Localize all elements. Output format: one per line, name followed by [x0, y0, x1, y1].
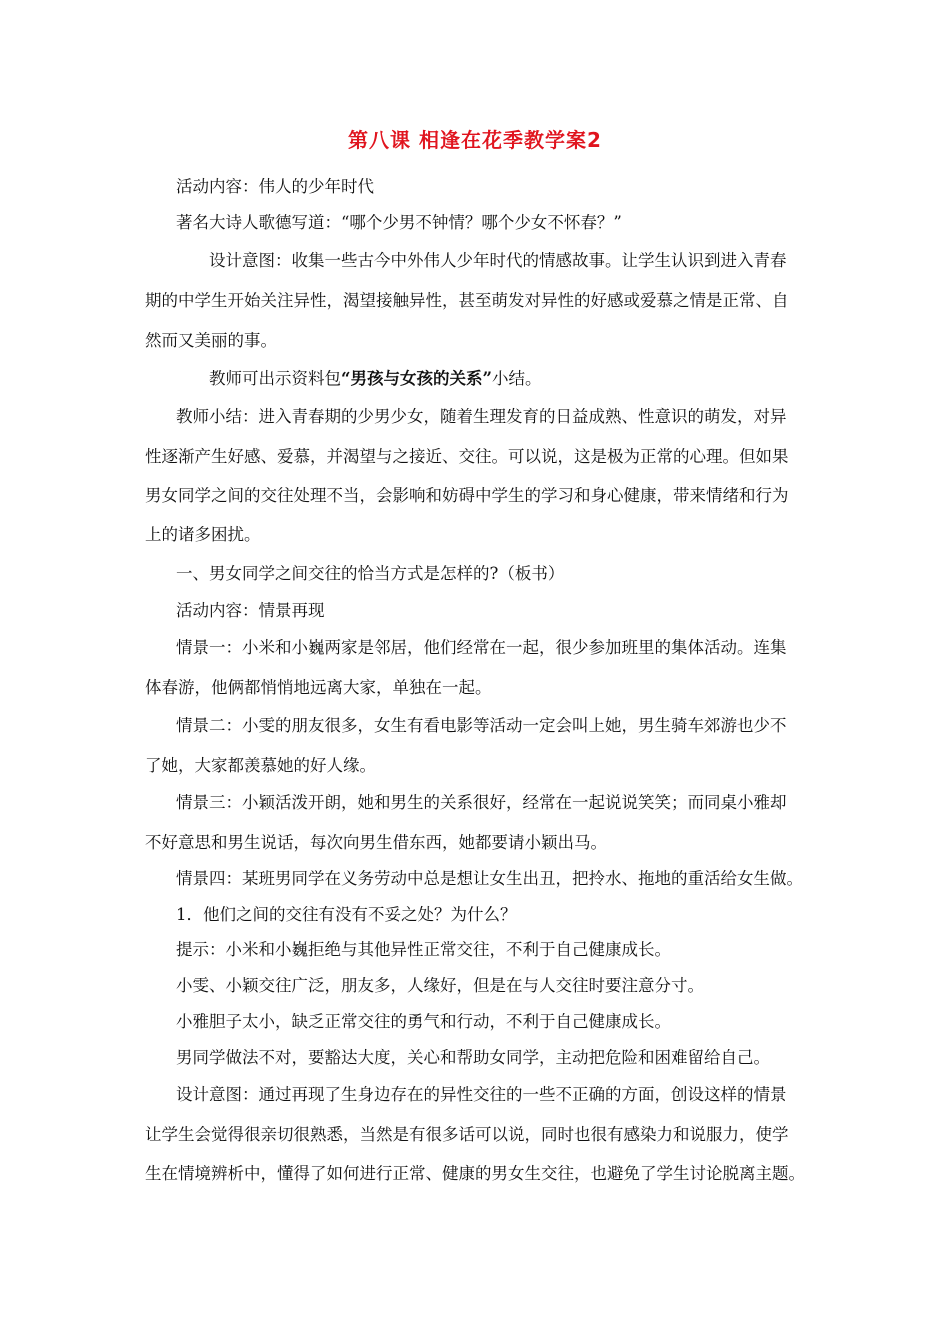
hint-line-3: 小雅胆子太小，缺乏正常交往的勇气和行动，不利于自己健康成长。 [176, 1012, 671, 1031]
design-intent-line-1: 设计意图：收集一些古今中外伟人少年时代的情感故事。让学生认识到进入青春 [209, 251, 787, 270]
material-pack-post: 小结。 [491, 369, 542, 388]
page-title: 第八课 相逢在花季教学案2 [348, 128, 602, 152]
material-pack-pre: 教师可出示资料包 [209, 369, 341, 388]
scenario-2-line-2: 了她，大家都羡慕她的好人缘。 [145, 756, 376, 775]
goethe-quote: 著名大诗人歌德写道：“哪个少男不钟情？哪个少女不怀春？” [176, 213, 622, 232]
activity-line-2: 活动内容：情景再现 [176, 601, 325, 620]
section-heading: 一、男女同学之间交往的恰当方式是怎样的?（板书） [176, 564, 565, 583]
scenario-3-line-2: 不好意思和男生说话，每次向男生借东西，她都要请小颖出马。 [145, 833, 607, 852]
scenario-1-line-1: 情景一：小米和小巍两家是邻居，他们经常在一起，很少参加班里的集体活动。连集 [176, 638, 787, 657]
hint-line-2: 小雯、小颖交往广泛，朋友多，人缘好，但是在与人交往时要注意分寸。 [176, 976, 704, 995]
teacher-summary-line-3: 男女同学之间的交往处理不当，会影响和妨碍中学生的学习和身心健康，带来情绪和行为 [145, 486, 789, 505]
scenario-2-line-1: 情景二：小雯的朋友很多，女生有看电影等活动一定会叫上她，男生骑车郊游也少不 [176, 716, 787, 735]
scenario-3-line-1: 情景三：小颖活泼开朗，她和男生的关系很好，经常在一起说说笑笑；而同桌小雅却 [176, 793, 787, 812]
design-intent-line-2: 期的中学生开始关注异性，渴望接触异性，甚至萌发对异性的好感或爱慕之情是正常、自 [145, 291, 789, 310]
teacher-summary-line-1: 教师小结：进入青春期的少男少女，随着生理发育的日益成熟、性意识的萌发，对异 [176, 407, 787, 426]
material-pack-title: “男孩与女孩的关系” [341, 369, 492, 388]
scenario-1-line-2: 体春游，他俩都悄悄地远离大家，单独在一起。 [145, 678, 492, 697]
design-intent-2-line-2: 让学生会觉得很亲切很熟悉，当然是有很多话可以说，同时也很有感染力和说服力，使学 [145, 1125, 789, 1144]
hint-line-4: 男同学做法不对，要豁达大度，关心和帮助女同学，主动把危险和困难留给自己。 [176, 1048, 770, 1067]
question-1: 1．他们之间的交往有没有不妥之处？为什么？ [176, 905, 517, 924]
material-pack-line [209, 368, 877, 390]
teacher-summary-line-4: 上的诸多困扰。 [145, 525, 261, 544]
hint-line-1: 提示：小米和小巍拒绝与其他异性正常交往，不利于自己健康成长。 [176, 940, 671, 959]
teacher-summary-line-2: 性逐渐产生好感、爱慕，并渴望与之接近、交往。可以说，这是极为正常的心理。但如果 [145, 447, 789, 466]
design-intent-2-line-3: 生在情境辨析中，懂得了如何进行正常、健康的男女生交往，也避免了学生讨论脱离主题。 [145, 1164, 805, 1183]
design-intent-line-3: 然而又美丽的事。 [145, 331, 277, 350]
design-intent-2-line-1: 设计意图：通过再现了生身边存在的异性交往的一些不正确的方面，创设这样的情景 [176, 1085, 787, 1104]
scenario-4-line: 情景四：某班男同学在义务劳动中总是想让女生出丑，把拎水、拖地的重活给女生做。 [176, 869, 803, 888]
activity-line: 活动内容：伟人的少年时代 [176, 177, 374, 196]
